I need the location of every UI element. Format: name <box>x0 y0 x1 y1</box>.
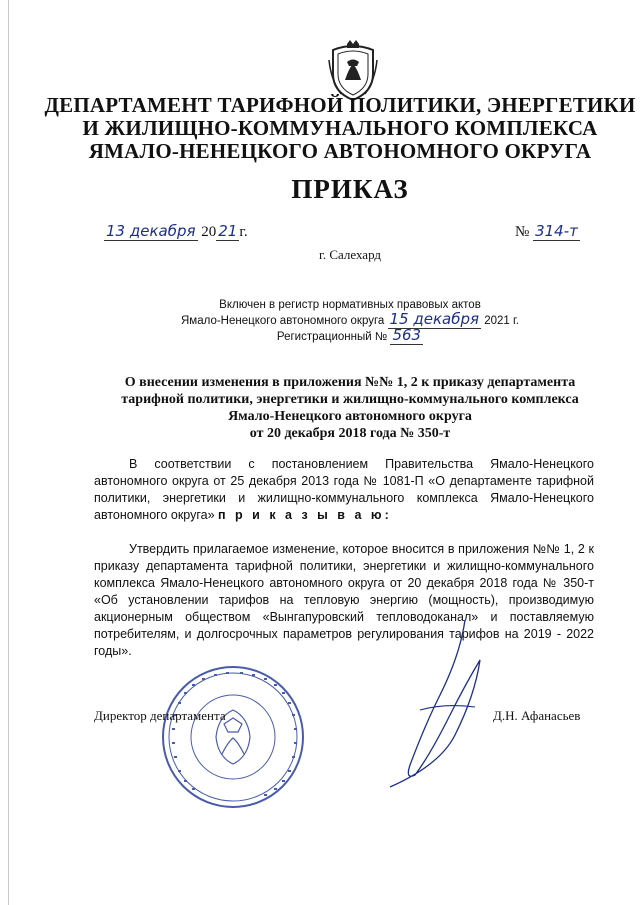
signatory-position: Директор департамента <box>94 708 226 723</box>
registry-line-1: Включен в регистр нормативных правовых актов <box>219 299 481 311</box>
official-seal <box>158 662 308 812</box>
registry-region: Ямало-Ненецкого автономного округа <box>181 315 385 327</box>
handwritten-signature <box>370 615 530 790</box>
preamble-text: В соответствии с постановлением Правительства Ямало-Ненецкого автономного округа от 25 декабря 2013 года № 1081-П «О департаменте тарифной политики, энергетики и жилищно-коммунального комплекса Ямало-Ненецкого автономного округа» <box>94 457 594 522</box>
registry-line-3 <box>150 328 550 344</box>
registry-year: 2021 г. <box>484 315 519 327</box>
department-name <box>40 94 640 163</box>
registry-date: 15 декабря <box>389 310 480 328</box>
subject-line-3: Ямало-Ненецкого автономного округа <box>228 409 472 424</box>
signatory-name: Д.Н. Афанасьев <box>493 708 581 723</box>
city: г. Салехард <box>318 247 382 262</box>
handwritten-year: 21 <box>218 222 238 240</box>
order-number <box>515 222 580 241</box>
registry-number: 563 <box>392 326 422 344</box>
handwritten-date: 13 декабря <box>106 222 196 240</box>
year-prefix: 20 <box>201 224 217 240</box>
year-suffix: г. <box>239 224 248 240</box>
scan-edge-line <box>8 0 9 905</box>
subject-line-4: от 20 декабря 2018 года № 350-т <box>249 426 451 441</box>
department-line-1: ДЕПАРТАМЕНТ ТАРИФНОЙ ПОЛИТИКИ, ЭНЕРГЕТИКИ <box>44 93 636 117</box>
department-line-3: ЯМАЛО-НЕНЕЦКОГО АВТОНОМНОГО ОКРУГА <box>88 139 592 163</box>
decision-text: Утвердить прилагаемое изменение, которое вносится в приложения №№ 1, 2 к приказу департамента тарифной политики, энергетики и жилищно-коммунального комплекса Ямало-Ненецкого автономного округа от 20 декабря 2018 года № 350-т «Об установлении тарифов на тепловую энергию (мощность), производимую акционерным обществом «Вынгапуровский тепловодоканал» и поставляемую потребителям, и долгосрочных параметров регулирования тарифов на 2019 - 2022 годы». <box>94 542 594 658</box>
department-line-2: И ЖИЛИЩНО-КОММУНАЛЬНОГО КОМПЛЕКСА <box>82 116 598 140</box>
registry-line-2 <box>150 312 550 328</box>
subject-line-1: О внесении изменения в приложения №№ 1, 2 к приказу департамента <box>124 375 576 390</box>
order-verb: п р и к а з ы в а ю: <box>218 508 392 522</box>
order-date <box>104 222 248 241</box>
number-label: № <box>515 224 530 240</box>
handwritten-number: 314-т <box>535 222 578 240</box>
preamble-paragraph <box>94 456 594 524</box>
registry-number-label: Регистрационный № <box>276 331 388 343</box>
document-type-title: ПРИКАЗ <box>291 174 409 204</box>
registry-stamp <box>150 298 550 344</box>
order-subject <box>100 374 600 442</box>
subject-line-2: тарифной политики, энергетики и жилищно-коммунального комплекса <box>121 392 579 407</box>
